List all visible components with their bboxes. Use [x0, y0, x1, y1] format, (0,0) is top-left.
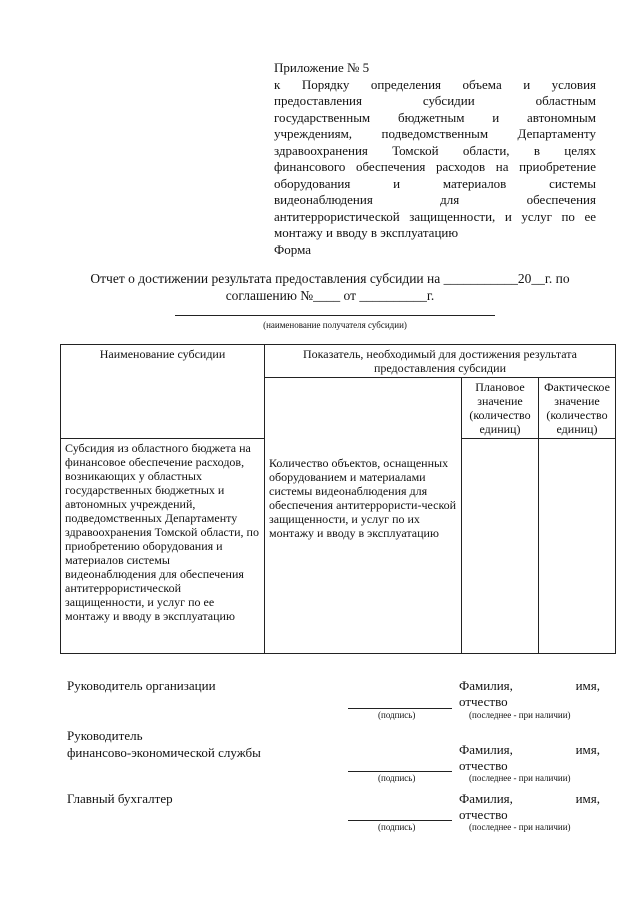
signature-fio-director: Фамилия, имя, отчество: [459, 678, 600, 709]
appendix-text-line: видеонаблюдения для обеспечения: [274, 192, 596, 207]
signature-fio-chief-accountant: Фамилия, имя, отчество: [459, 791, 600, 822]
appendix-header: [274, 60, 596, 258]
fio-caption: (последнее - при наличии): [469, 773, 571, 783]
report-title-line2: соглашению №____ от __________г.: [225, 288, 435, 303]
appendix-text-line: финансового обеспечения расходов на приобретение: [274, 159, 596, 174]
signature-fio-finance-head: Фамилия, имя, отчество: [459, 742, 600, 773]
header-plan-value: Плановое значение (количество единиц): [462, 378, 539, 439]
form-label: Форма: [274, 241, 311, 257]
signature-line-chief-accountant[interactable]: [348, 820, 452, 821]
appendix-text-line: антитеррористической защищенности, и услуг по ее: [274, 208, 596, 224]
header-subsidy-name: Наименование субсидии: [61, 345, 265, 439]
appendix-text-line: к Порядку определения объема и условия: [274, 76, 596, 92]
fact-value-cell[interactable]: [539, 439, 616, 654]
indicator-text: Количество объектов, оснащенных оборудованием и материалами системы видеонаблюдения для обеспечения антитеррористи-ческой защищенности, и услуг по их монтажу и вводу в эксплуатацию: [269, 456, 457, 540]
plan-value-cell[interactable]: [462, 439, 539, 654]
subsidy-name-cell: Субсидия из областного бюджета на финансовое обеспечение расходов, возникающих у областных государственных бюджетных и автономных учреждений, подведомственных Департаменту здравоохранения Томской области, по приобретению оборудования и материалов системы видеонаблюдения для обеспечения антитеррористической защищенности, и услуг по ее монтажу и вводу в эксплуатацию: [61, 439, 265, 654]
fio-caption: (последнее - при наличии): [469, 710, 571, 720]
fio-caption: (последнее - при наличии): [469, 822, 571, 832]
report-table: [60, 344, 616, 654]
signature-caption: (подпись): [378, 822, 416, 832]
header-indicator: Показатель, необходимый для достижения результата предоставления субсидии: [265, 345, 616, 378]
signature-caption: (подпись): [378, 710, 416, 720]
appendix-text-line: государственным бюджетным и автономным: [274, 109, 596, 125]
appendix-text-line: учреждениям, подведомственным Департаменту: [274, 126, 596, 141]
recipient-caption: (наименование получателя субсидии): [263, 320, 407, 330]
signature-role-director: Руководитель организации: [67, 678, 216, 693]
appendix-text-line: оборудования и материалов системы: [274, 175, 596, 191]
appendix-text-line: монтажу и вводу в эксплуатацию: [274, 225, 459, 240]
report-title-line1: Отчет о достижении результата предоставления субсидии на ___________20__г. по: [90, 271, 570, 286]
appendix-text-line: здравоохранения Томской области, в целях: [274, 142, 596, 158]
appendix-number: Приложение № 5: [274, 60, 370, 75]
indicator-cell: [265, 378, 462, 654]
header-fact-value: Фактическое значение (количество единиц): [539, 378, 616, 439]
signature-line-finance-head[interactable]: [348, 771, 452, 772]
appendix-text-line: предоставления субсидии областным: [274, 93, 596, 108]
signature-caption: (подпись): [378, 773, 416, 783]
signature-role-chief-accountant: Главный бухгалтер: [67, 791, 173, 806]
signature-line-director[interactable]: [348, 708, 452, 709]
report-title: [60, 270, 600, 304]
signature-role-finance-head: Руководитель финансово-экономической службы: [67, 728, 261, 760]
recipient-name-line: [175, 315, 495, 316]
